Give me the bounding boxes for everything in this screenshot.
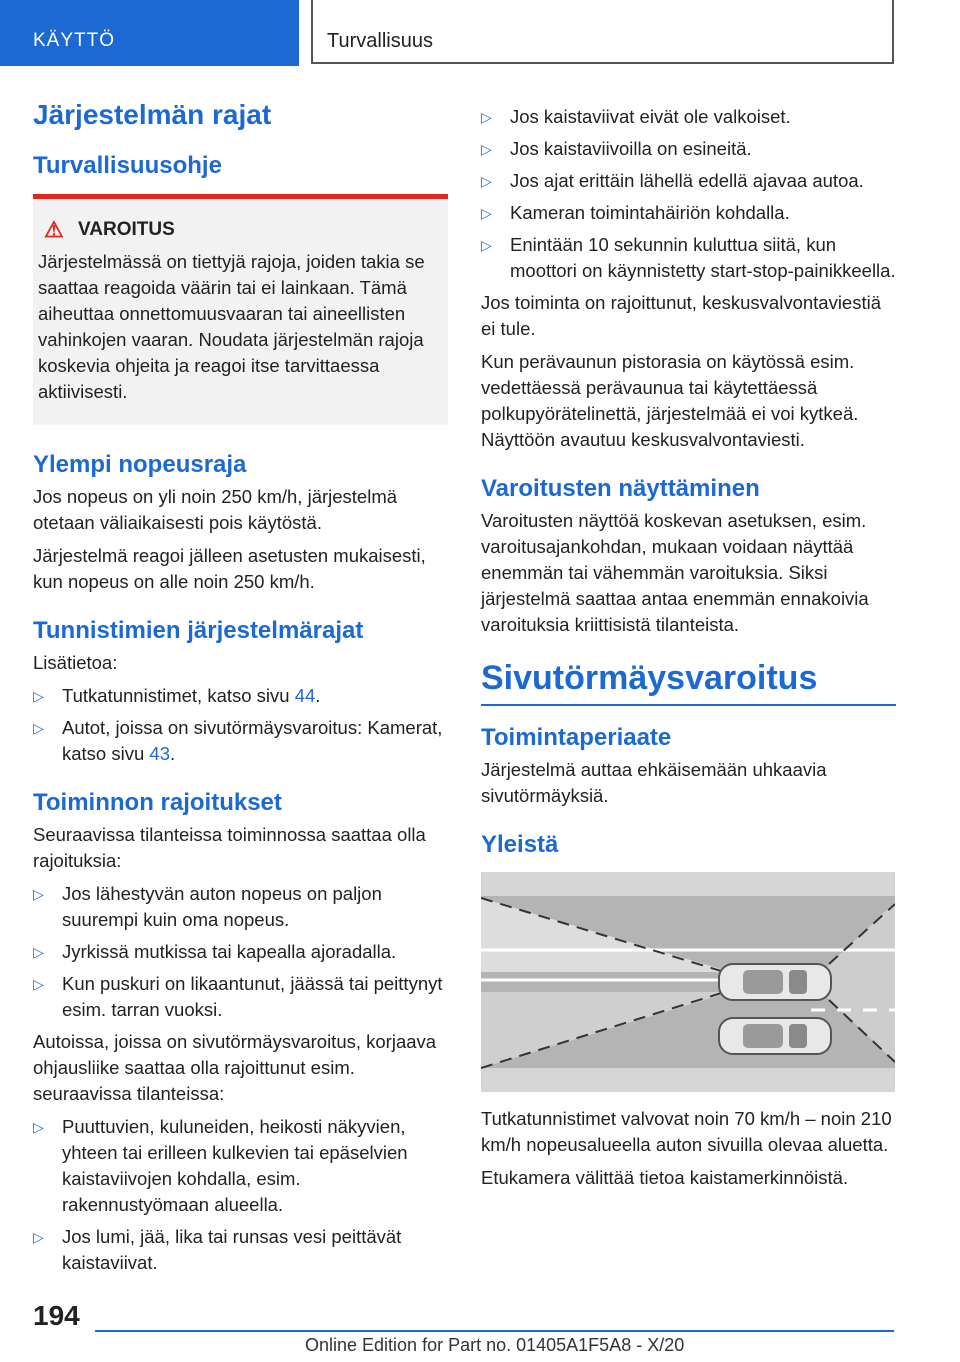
warning-text: Järjestelmässä on tiettyjä rajoja, joiden takia se saattaa reagoida väärin tai ei lainkaan. Tämä aiheuttaa onnettomuusvaaran tai aineellisten vahinkojen vaaran. Noudata järjestelmän rajoja koskevia ohjeita ja reagoi itse tarvittaessa aktiivisesti. <box>38 251 425 403</box>
list-item <box>481 200 896 226</box>
safety-heading: Turvallisuusohje <box>33 151 222 179</box>
header-section-label: KÄYTTÖ <box>33 30 116 51</box>
header-chapter-box <box>311 0 894 64</box>
list-item <box>33 881 448 933</box>
list-item-dot: . <box>315 684 321 706</box>
limits-intro: Seuraavissa tilanteissa toiminnossa saattaa olla rajoituksia: <box>33 823 426 871</box>
list-item-text: Jos lähestyvän auton nopeus on paljon suurempi kuin oma nopeus. <box>62 882 382 930</box>
list-item <box>33 683 448 709</box>
side-collision-heading: Sivutörmäysvaroitus <box>481 656 896 706</box>
section-title: Järjestelmän rajat <box>33 99 272 130</box>
car-front-icon <box>719 964 831 1000</box>
right-column <box>481 98 896 1198</box>
list-item-text: Jos kaistaviivoilla on esineitä. <box>510 138 752 159</box>
sensors-heading: Tunnistimien järjestelmärajat <box>33 617 364 645</box>
radar-caption-1: Tutkatunnistimet valvovat noin 70 km/h – noin 210 km/h nopeusalueella auton sivuilla olevaa aluetta. <box>481 1107 892 1155</box>
warnings-display-text: Varoitusten näyttöä koskevan asetuksen, esim. varoitusajankohdan, mukaan voidaan näyttää enemmän tai vähemmän varoituksia. Siksi järjestelmä saattaa antaa enemmän ennakoivia varoituksia kriittisistä tilanteista. <box>481 509 869 635</box>
list-item <box>481 136 896 162</box>
trailer-paragraph: Kun perävaunun pistorasia on käytössä esim. vedettäessä perävaunua tai käytettäessä polkupyörätelinettä, järjestelmää ei voi kytkeä. Näyttöön avautuu keskusvalvontaviesti. <box>481 351 859 450</box>
page-link-43[interactable]: 43 <box>149 742 170 764</box>
bullet-triangle-icon: ▷ <box>33 1118 44 1135</box>
speed-paragraph-1: Jos nopeus on yli noin 250 km/h, järjestelmä otetaan väliaikaisesti pois käytöstä. <box>33 486 398 534</box>
bullet-triangle-icon: ▷ <box>33 885 44 902</box>
bullet-triangle-icon: ▷ <box>33 1228 44 1245</box>
footer-divider <box>95 1330 894 1332</box>
sensors-list <box>33 683 448 767</box>
list-item <box>481 168 896 194</box>
list-item <box>33 971 448 1023</box>
left-column <box>33 98 448 1282</box>
principle-heading: Toimintaperiaate <box>481 723 672 751</box>
bullet-triangle-icon: ▷ <box>481 109 492 125</box>
list-item <box>33 715 448 767</box>
speed-heading: Ylempi nopeusraja <box>33 451 247 479</box>
limits-list <box>33 881 448 1023</box>
principle-text: Järjestelmä auttaa ehkäisemään uhkaavia sivutörmäyksiä. <box>481 758 827 806</box>
list-item-text: Jos kaistaviivat eivät ole valkoiset. <box>510 106 791 127</box>
page-number: 194 <box>33 1300 80 1331</box>
bullet-triangle-icon: ▷ <box>33 975 44 992</box>
list-item <box>481 104 896 130</box>
general-heading: Yleistä <box>481 830 559 858</box>
bullet-triangle-icon: ▷ <box>481 173 492 189</box>
bullet-triangle-icon: ▷ <box>33 719 44 736</box>
car-rear-icon <box>719 1018 831 1054</box>
list-item-text: Kun puskuri on likaantunut, jäässä tai peittynyt esim. tarran vuoksi. <box>62 972 443 1020</box>
list-item <box>481 232 896 284</box>
list-item-text: Autot, joissa on sivutörmäysvaroitus: Kamerat, katso sivu <box>62 716 443 764</box>
list-item-text: Jos lumi, jää, lika tai runsas vesi peittävät kaistaviivat. <box>62 1225 402 1273</box>
camera-limits-list <box>481 104 896 284</box>
restricted-paragraph: Jos toiminta on rajoittunut, keskusvalvontaviestiä ei tule. <box>481 292 882 339</box>
limits-heading: Toiminnon rajoitukset <box>33 788 282 816</box>
list-item-text: Enintään 10 sekunnin kuluttua siitä, kun moottori on käynnistetty start-stop-painikkeella. <box>510 234 896 281</box>
list-item-text: Kameran toimintahäiriön kohdalla. <box>510 202 790 223</box>
radar-illustration-svg <box>481 872 895 1092</box>
list-item-text: Jos ajat erittäin lähellä edellä ajavaa autoa. <box>510 170 864 191</box>
list-item <box>33 939 448 965</box>
speed-paragraph-2: Järjestelmä reagoi jälleen asetusten mukaisesti, kun nopeus on alle noin 250 km/h. <box>33 545 426 593</box>
header-section-tab <box>0 0 299 66</box>
bullet-triangle-icon: ▷ <box>481 205 492 221</box>
footer-edition: Online Edition for Part no. 01405A1F5A8 - X/20 <box>305 1335 685 1355</box>
warning-triangle-icon: ⚠ <box>44 217 64 243</box>
list-item <box>33 1114 448 1218</box>
warning-title-row <box>38 217 436 243</box>
limits-list-2 <box>33 1114 448 1276</box>
list-item <box>33 1224 448 1276</box>
limits-paragraph-2: Autoissa, joissa on sivutörmäysvaroitus, korjaava ohjausliike saattaa olla rajoittunut esim. seuraavissa tilanteissa: <box>33 1030 437 1104</box>
radar-caption-2: Etukamera välittää tietoa kaistamerkinnöistä. <box>481 1166 849 1188</box>
radar-illustration <box>481 872 895 1092</box>
sensors-intro: Lisätietoa: <box>33 651 118 673</box>
bullet-triangle-icon: ▷ <box>481 141 492 157</box>
warning-box <box>33 194 448 425</box>
warning-title: VAROITUS <box>78 219 175 241</box>
list-item-dot: . <box>169 742 176 764</box>
bullet-triangle-icon: ▷ <box>33 687 44 704</box>
warnings-display-heading: Varoitusten näyttäminen <box>481 475 760 502</box>
bullet-triangle-icon: ▷ <box>33 943 44 960</box>
header-chapter-label: Turvallisuus <box>327 30 433 52</box>
list-item-text: Jyrkissä mutkissa tai kapealla ajoradalla. <box>62 940 397 962</box>
bullet-triangle-icon: ▷ <box>481 237 492 253</box>
list-item-text: Tutkatunnistimet, katso sivu <box>62 684 295 706</box>
page-link-44[interactable]: 44 <box>294 684 316 706</box>
list-item-text: Puuttuvien, kuluneiden, heikosti näkyvien, yhteen tai erilleen kulkevien tai epäselvien kaistaviivojen kohdalla, esim. rakennustyömaan alueella. <box>62 1115 408 1215</box>
